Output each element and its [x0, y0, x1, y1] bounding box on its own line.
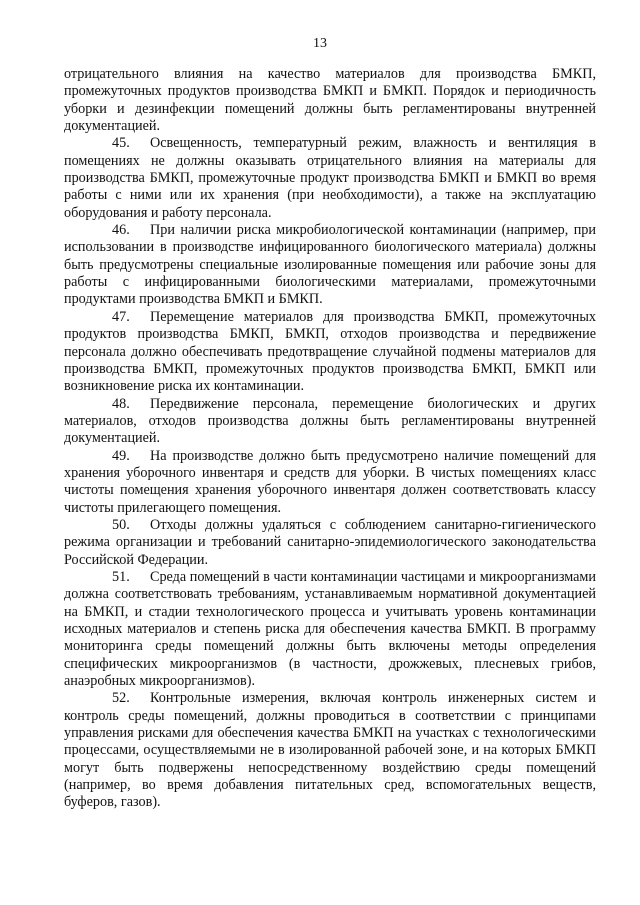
paragraph-52 [64, 690, 596, 811]
paragraph-text: Контрольные измерения, включая контроль инженерных систем и контроль среды помещений, должны проводиться в соответствии с принципами управления рисками для обеспечения качества БМКП на участках с технологическими процессами, осуществляемыми не в изолированной рабочей зоне, и на которых БМКП могут быть подвержены непосредственному воздействию среды помещений (например, во время добавления питательных сред, вспомогательных веществ, буферов, газов). [64, 690, 596, 811]
paragraph-text: На производстве должно быть предусмотрено наличие помещений для хранения уборочного инвентаря и средств для уборки. В чистых помещениях класс чистоты помещения хранения уборочного инвентаря должен соответствовать классу чистоты прилегающего помещения. [64, 447, 596, 516]
paragraph-number: 50. [112, 516, 130, 533]
document-body [64, 66, 596, 812]
paragraph-51 [64, 569, 596, 690]
paragraph-text: Перемещение материалов для производства БМКП, промежуточных продуктов производства БМКП, БМКП, отходов производства и передвижение персонала должно обеспечивать предотвращение случайной подмены материалов для производства БМКП, промежуточных продуктов производства БМКП, БМКП или возникновение риска их контаминации. [64, 308, 596, 395]
paragraph-text: отрицательного влияния на качество материалов для производства БМКП, промежуточных продуктов производства БМКП и БМКП. Порядок и периодичность уборки и дезинфекции помещений должны быть регламентированы внутренней документацией. [64, 66, 596, 135]
paragraph-number: 51. [112, 568, 130, 585]
paragraph-continued [64, 66, 596, 135]
paragraph-number: 45. [112, 135, 130, 152]
paragraph-number: 47. [112, 308, 130, 325]
paragraph-number: 48. [112, 395, 130, 412]
paragraph-47 [64, 309, 596, 396]
paragraph-number: 52. [112, 690, 130, 707]
paragraph-46 [64, 222, 596, 309]
paragraph-text: Освещенность, температурный режим, влажность и вентиляция в помещениях не должны оказывать отрицательного влияния на материалы для производства БМКП, промежуточные продукт производства БМКП и БМКП во время работы с ними или их хранения (при необходимости), а также на эксплуатацию оборудования и работу персонала. [64, 135, 596, 221]
paragraph-48 [64, 396, 596, 448]
paragraph-text: Передвижение персонала, перемещение биологических и других материалов, отходов производства должны быть регламентированы внутренней документацией. [64, 395, 596, 447]
paragraph-text: Среда помещений в части контаминации частицами и микроорганизмами должна соответствовать требованиям, устанавливаемым нормативной документацией на БМКП, и стадии технологического процесса и учитывать уровень контаминации исходных материалов и степень риска для обеспечения качества БМКП. В программу мониторинга среды помещений должны быть включены методы определения специфических микроорганизмов (в частности, дрожжевых, плесневых грибов, анаэробных микроорганизмов). [64, 568, 596, 690]
paragraph-text: При наличии риска микробиологической контаминации (например, при использовании в производстве инфицированного биологического материала) должны быть предусмотрены специальные изолированные помещения или рабочие зоны для работы с инфицированными биологическими материалами, промежуточными продуктами производства БМКП и БМКП. [64, 222, 596, 308]
paragraph-number: 46. [112, 222, 130, 239]
paragraph-49 [64, 448, 596, 517]
paragraph-45 [64, 135, 596, 222]
paragraph-50 [64, 517, 596, 569]
page-number: 13 [313, 36, 327, 51]
paragraph-text: Отходы должны удаляться с соблюдением санитарно-гигиенического режима организации и требований санитарно-эпидемиологического законодательства Российской Федерации. [64, 516, 596, 568]
paragraph-number: 49. [112, 447, 130, 464]
